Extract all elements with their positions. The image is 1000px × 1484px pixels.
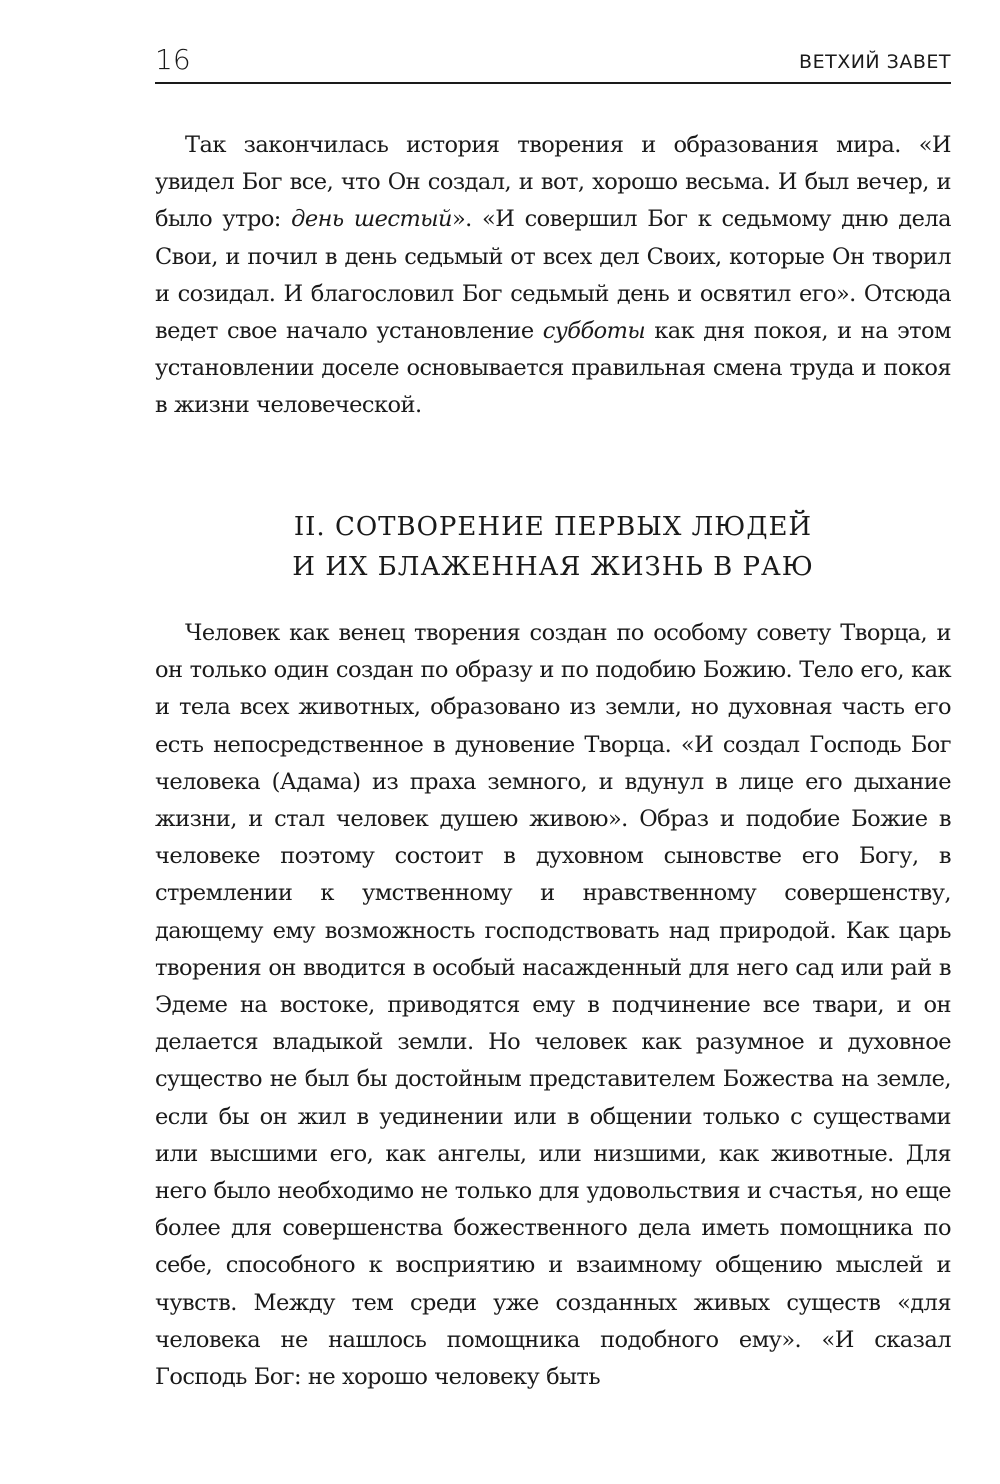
- paragraph-text: ». «И совершил Бог к седьмому дню дела Свои, и почил в день седьмый от всех дел Своих, которые Он творил и созидал. И благословил Бог седьмый день и освятил его». Отсюда ведет свое начало установление: [155, 206, 951, 345]
- paragraph-text: как дня покоя, и на этом установлении доселе основывается правильная смена труда и покоя в жизни человеческой.: [155, 318, 951, 419]
- section-heading: [155, 507, 951, 587]
- paragraph-creation-ending: [155, 127, 951, 425]
- paragraph-creation-of-man: Человек как венец творения создан по особому совету Творца, и он только один создан по образу и по подобию Божию. Тело его, как и тела всех животных, образовано из земли, но духовная часть его есть непосредственное в дуновение Творца. «И создал Господь Бог человека (Адама) из праха земного, и вдунул в лице его дыхание жизни, и стал человек душею живою». Образ и подобие Божие в человеке поэтому состоит в духовном сыновстве его Богу, в стремлении к умственному и нравственному совершенству, дающему ему возможность господствовать над природой. Как царь творения он вводится в особый насажденный для него сад или рай в Эдеме на востоке, приводятся ему в подчинение все твари, и он делается владыкой земли. Но человек как разумное и духовное существо не был бы достойным представителем Божества на земле, если бы он жил в уединении или в общении только с существами или высшими его, как ангелы, или низшими, как животные. Для него было необходимо не только для удовольствия и счастья, но еще более для совершенства божественного дела иметь помощника по себе, способного к восприятию и взаимному общению мыслей и чувств. Между тем среди уже созданных живых существ «для человека не нашлось помощника подобного ему». «И сказал Господь Бог: не хорошо человеку быть: [155, 620, 951, 1391]
- section-heading-line: И ИХ БЛАЖЕННАЯ ЖИЗНЬ В РАЮ: [292, 552, 814, 582]
- italic-phrase: день шестый: [291, 206, 452, 233]
- italic-phrase: субботы: [542, 318, 646, 345]
- paragraph-text: Так закончилась история творения и образования мира. «И увидел Бог все, что Он создал, и вот, хорошо весьма. И был вечер, и было утро:: [155, 132, 951, 233]
- running-head: [155, 40, 951, 84]
- running-title: ВЕТХИЙ ЗАВЕТ: [799, 51, 951, 73]
- section-heading-line: II. СОТВОРЕНИЕ ПЕРВЫХ ЛЮДЕЙ: [293, 512, 813, 542]
- page-number: 16: [155, 43, 191, 76]
